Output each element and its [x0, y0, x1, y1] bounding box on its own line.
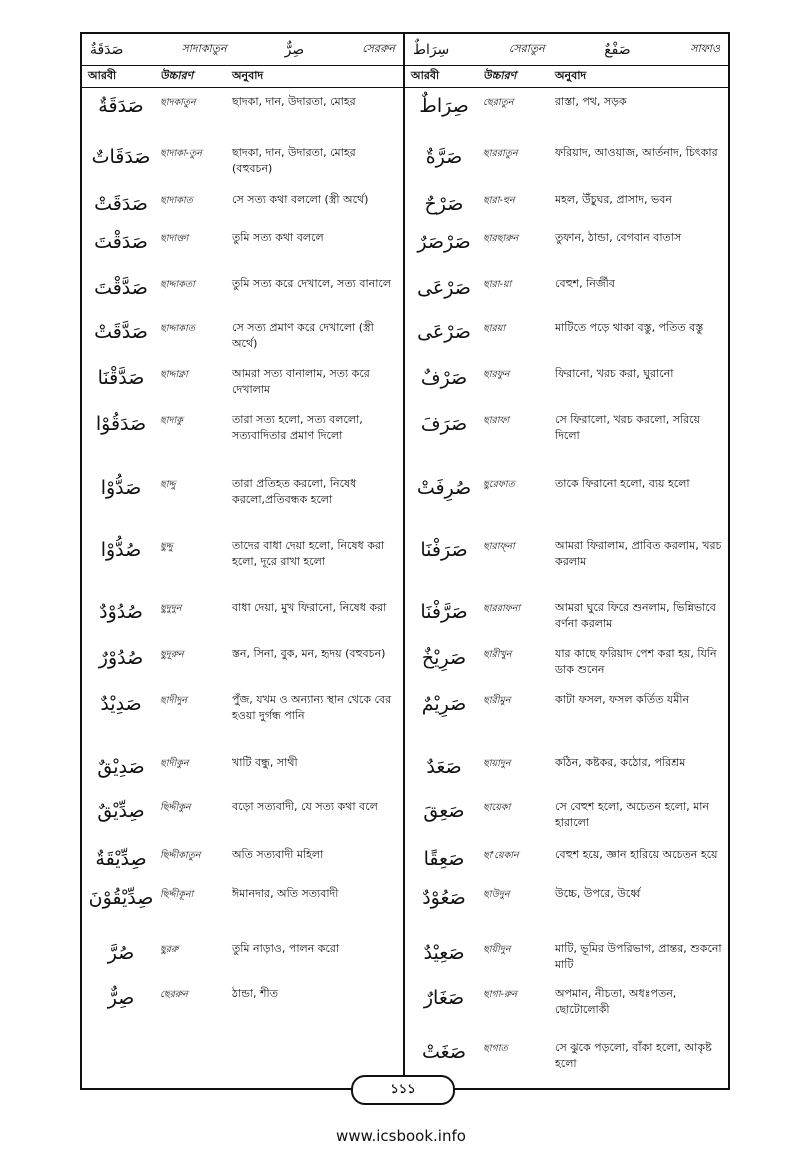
entry-pronunciation: ছারীমুন	[483, 695, 511, 706]
entry-pronunciation: ছিদ্দীকুন	[160, 802, 191, 813]
entry-meaning: ফিরানো, খরচ করা, ঘুরানো	[555, 367, 674, 380]
heading-pronunciation: উচ্চারণ	[483, 69, 517, 82]
entry-row	[405, 360, 728, 406]
entry-arabic: صَعَدٌ	[426, 756, 462, 778]
header-word: সেরাতুন	[508, 42, 545, 55]
footer-url: www.icsbook.info	[336, 1127, 466, 1145]
entry-meaning: খাটি বন্ধু, সাথী	[232, 756, 298, 769]
entry-arabic: صُدُّوْا	[100, 539, 142, 561]
entry-pronunciation: ছাদাকাত	[160, 195, 193, 206]
entry-arabic: صَدَّقَتْ	[94, 321, 148, 343]
entry-arabic: صَدُّوْا	[100, 477, 142, 499]
entry-row	[82, 406, 403, 470]
right-column-headings	[405, 66, 728, 88]
entry-pronunciation: ছুরেফাত	[483, 479, 515, 490]
entry-meaning: বড়ো সত্যবাদী, যে সত্য কথা বলে	[232, 800, 378, 813]
entry-pronunciation: ছাউদুন	[483, 889, 510, 900]
left-header	[82, 34, 403, 66]
entry-pronunciation: ছাদকাতুন	[160, 97, 196, 108]
left-column-headings	[82, 66, 403, 88]
entry-meaning: ঈমানদার, অতি সত্যবাদী	[232, 887, 339, 900]
entry-meaning: তাকে ফিরানো হলো, ব্যয় হলো	[555, 477, 690, 490]
header-arabic: صِرٌّ	[284, 41, 305, 58]
entry-arabic: صُدُوْدٌ	[99, 601, 143, 623]
entry-arabic: صَدَقُوْا	[95, 413, 147, 435]
entry-row	[82, 793, 403, 841]
entry-pronunciation: ছাদাক্তা	[160, 233, 189, 244]
entry-meaning: ছাদকা, দান, উদারতা, মোহর	[232, 95, 356, 108]
entry-meaning: সে সত্য প্রমাণ করে দেখালো (স্ত্রী অর্থে)	[232, 321, 374, 350]
entry-row	[405, 270, 728, 314]
entry-pronunciation: ছাগা-রুন	[483, 989, 517, 1000]
entry-pronunciation: ছারাফ্না	[483, 541, 515, 552]
right-rows	[405, 88, 728, 1080]
entry-pronunciation: ছারা-য়া	[483, 279, 512, 290]
entry-meaning: ছাদকা, দান, উদারতা, মোহর (বহুবচন)	[232, 146, 356, 175]
entry-arabic: صَعِيْدٌ	[423, 942, 465, 964]
right-header	[405, 34, 728, 66]
entry-meaning: আমরা সত্য বানালাম, সত্য করে দেখালাম	[232, 367, 370, 396]
entry-pronunciation: ছাদ্দাক্না	[160, 369, 188, 380]
entry-meaning: তুমি সত্য কথা বললে	[232, 231, 324, 244]
entry-pronunciation: ছাদীকুন	[160, 758, 189, 769]
entry-row	[82, 880, 403, 935]
entry-row	[405, 88, 728, 139]
entry-row	[82, 88, 403, 139]
header-arabic: سِرَاطٌ	[413, 41, 450, 58]
entry-arabic: صَرَّةٌ	[425, 146, 463, 168]
entry-row	[82, 980, 403, 1034]
page-number: ১১১	[351, 1075, 455, 1105]
entry-meaning: মাটিতে পড়ে থাকা বস্তু, পতিত বস্তু	[555, 321, 704, 334]
entry-pronunciation: ছাদাকু	[160, 415, 183, 426]
entry-meaning: তারা সত্য হলো, সত্য বললো, সত্যবাদিতার প্রমাণ দিলো	[232, 413, 363, 442]
entry-row	[405, 640, 728, 686]
heading-pronunciation: উচ্চারণ	[160, 69, 194, 82]
left-column	[82, 34, 405, 1088]
entry-row	[82, 270, 403, 314]
entry-arabic: صَغَتْ	[422, 1041, 466, 1063]
entry-arabic: صَعُوْدٌ	[422, 887, 466, 909]
entry-meaning: কাটা ফসল, ফসল কর্তিত যমীন	[555, 693, 690, 706]
entry-row	[405, 935, 728, 980]
entry-meaning: মাটি, ভূমির উপরিভাগ, প্রান্তর, শুকনো মাটি	[555, 942, 722, 971]
entry-arabic: صَرَفْنَا	[420, 539, 468, 561]
entry-row	[405, 749, 728, 793]
entry-meaning: সে ঝুকে পড়লো, বাঁকা হলো, আকৃষ্ট হলো	[555, 1041, 712, 1070]
entry-pronunciation: ছুররু	[160, 944, 179, 955]
entry-pronunciation: ছায়ীদুন	[483, 944, 511, 955]
entry-row	[405, 841, 728, 880]
entry-arabic: صُدُوْرٌ	[98, 647, 144, 669]
entry-meaning: তুফান, ঠান্ডা, বেগবান বাতাস	[555, 231, 682, 244]
entry-meaning: ঠান্ডা, শীত	[232, 987, 278, 1000]
heading-arabic: আরবী	[88, 69, 117, 82]
heading-meaning: অনুবাদ	[555, 69, 587, 82]
entry-pronunciation: ছুদূরুন	[160, 649, 184, 660]
entry-meaning: স্তন, সিনা, বুক, মন, হৃদয় (বহুবচন)	[232, 647, 386, 660]
entry-meaning: পুঁজ, যখম ও অন্যান্য স্থান থেকে বের হওয়া দুর্গন্ধ পানি	[232, 693, 392, 722]
header-arabic: صَدَقَةٌ	[90, 41, 124, 58]
entry-arabic: صَعِقًا	[423, 848, 465, 870]
entry-arabic: صِدِّيْقُوْنَ	[88, 887, 154, 909]
entry-arabic: صُرَّ	[107, 942, 135, 964]
entry-arabic: صَرَفَ	[420, 413, 468, 435]
entry-pronunciation: ছারা-হুন	[483, 195, 515, 206]
entry-pronunciation: ছাদ্দাকতা	[160, 279, 195, 290]
entry-row	[405, 686, 728, 749]
entry-row	[82, 314, 403, 360]
entry-meaning: ফরিয়াদ, আওয়াজ, আর্তনাদ, চিৎকার	[555, 146, 718, 159]
right-column	[405, 34, 728, 1088]
entry-meaning: অতি সত্যবাদী মহিলা	[232, 848, 324, 861]
entry-pronunciation: ছায়াদুন	[483, 758, 511, 769]
entry-arabic: صَرِيْخٌ	[421, 647, 467, 669]
entry-pronunciation: ছারফুন	[483, 369, 510, 380]
entry-arabic: صِدِّيْقٌ	[97, 800, 145, 822]
entry-arabic: صَدَقَاتٌ	[91, 146, 151, 168]
entry-meaning: বাধা দেয়া, মুখ ফিরানো, নিষেধ করা	[232, 601, 387, 614]
entry-meaning: আমরা ফিরালাম, প্রাবিত করলাম, খরচ করলাম	[555, 539, 722, 568]
entry-arabic: صَغَارٌ	[423, 987, 465, 1009]
entry-meaning: সে ফিরালো, খরচ করলো, সরিয়ে দিলো	[555, 413, 701, 442]
entry-row	[405, 470, 728, 532]
entry-meaning: সে সত্য কথা বললো (স্ত্রী অর্থে)	[232, 193, 369, 206]
entry-row	[405, 186, 728, 224]
entry-arabic: صَدَّقْتَ	[94, 277, 148, 299]
header-word: সাদাকাতুন	[181, 42, 227, 55]
entry-row	[405, 880, 728, 935]
header-word: সাফাও	[690, 42, 720, 55]
entry-row	[405, 1034, 728, 1080]
entry-row	[405, 594, 728, 640]
entry-row	[82, 360, 403, 406]
entry-arabic: صَرْعَى	[417, 277, 471, 299]
entry-row	[405, 980, 728, 1034]
entry-arabic: صَدِيْدٌ	[100, 693, 142, 715]
entry-meaning: তুমি সত্য করে দেখালে, সত্য বানালে	[232, 277, 392, 290]
entry-row	[405, 139, 728, 186]
entry-meaning: অপমান, নীচতা, অধঃপতন, ছোটোলোকী	[555, 987, 677, 1016]
entry-meaning: সে বেহুশ হলো, অচেতন হলো, মান হারালো	[555, 800, 710, 829]
entry-meaning: রাস্তা, পথ, সড়ক	[555, 95, 627, 108]
entry-pronunciation: ছাদ্দু	[160, 479, 176, 490]
header-word: সেররুন	[362, 42, 395, 55]
entry-row	[82, 224, 403, 270]
entry-row	[405, 314, 728, 360]
entry-arabic: صَرْعَى	[417, 321, 471, 343]
entry-arabic: صَدَقْتَ	[94, 231, 148, 253]
entry-row	[82, 841, 403, 880]
entry-row	[82, 139, 403, 186]
dictionary-frame	[80, 32, 730, 1090]
entry-pronunciation: ছারছারুন	[483, 233, 519, 244]
entry-arabic: صَدَّقْنَا	[97, 367, 145, 389]
entry-pronunciation: ছাগাত	[483, 1043, 508, 1054]
entry-arabic: صَدَقَتْ	[94, 193, 148, 215]
entry-arabic: صَعِقَ	[423, 800, 465, 822]
entry-meaning: বেহুশ, নির্জীব	[555, 277, 615, 290]
header-arabic: صَفْعٌ	[604, 41, 631, 58]
entry-meaning: তাদের বাধা দেয়া হলো, নিষেধ করা হলো, দূরে রাখা হলো	[232, 539, 385, 568]
entry-arabic: صُرِفَتْ	[416, 477, 472, 499]
entry-meaning: উচ্চে, উপরে, উর্ধ্বে	[555, 887, 641, 900]
entry-row	[82, 594, 403, 640]
entry-pronunciation: ছাদ্দাকাত	[160, 323, 195, 334]
entry-arabic: صَدِيْقٌ	[97, 756, 145, 778]
heading-arabic: আরবী	[411, 69, 440, 82]
entry-arabic: صِدِّيْقَةٌ	[95, 848, 147, 870]
entry-meaning: আমরা ঘুরে ফিরে শুনলাম, ভিন্নিভাবে বর্ণনা করলাম	[555, 601, 716, 630]
entry-arabic: صِرٌّ	[107, 987, 135, 1009]
entry-pronunciation: ছারয়া	[483, 323, 506, 334]
entry-arabic: صِرَاطٌ	[419, 95, 469, 117]
entry-arabic: صَرْحٌ	[424, 193, 464, 215]
entry-pronunciation: ছুদুদুন	[160, 603, 182, 614]
entry-arabic: صَرْفٌ	[420, 367, 468, 389]
entry-arabic: صَرَّفْنَا	[420, 601, 468, 623]
entry-row	[405, 793, 728, 841]
entry-pronunciation: ছায়েকা	[483, 802, 511, 813]
entry-arabic: صَرِيْمٌ	[421, 693, 467, 715]
entry-meaning: তুমি নাড়াও, পালন করো	[232, 942, 340, 955]
heading-meaning: অনুবাদ	[232, 69, 264, 82]
entry-meaning: কঠিন, কষ্টকর, কঠোর, পরিশ্রম	[555, 756, 686, 769]
entry-pronunciation: ছা'য়েকান	[483, 850, 519, 861]
entry-pronunciation: ছাররাফনা	[483, 603, 521, 614]
entry-pronunciation: ছেররুন	[160, 989, 188, 1000]
entry-pronunciation: ছারাফা	[483, 415, 510, 426]
entry-meaning: বেহুশ হয়ে, জ্ঞান হারিয়ে অচেতন হয়ে	[555, 848, 718, 861]
entry-pronunciation: ছিদ্দীকাতুন	[160, 850, 201, 861]
entry-row	[82, 935, 403, 980]
entry-pronunciation: ছারীখুন	[483, 649, 512, 660]
entry-row	[82, 686, 403, 749]
entry-row	[82, 186, 403, 224]
entry-arabic: صَرْصَرٌ	[417, 231, 471, 253]
entry-row	[82, 640, 403, 686]
entry-pronunciation: ছাদাকা-তুন	[160, 148, 202, 159]
entry-meaning: তারা প্রতিহত করলো, নিষেধ করলো,প্রতিবন্ধক হলো	[232, 477, 357, 506]
entry-row	[405, 224, 728, 270]
entry-pronunciation: ছুদ্দু	[160, 541, 173, 552]
entry-meaning: মহল, উঁচুঘর, প্রাসাদ, ভবন	[555, 193, 672, 206]
entry-pronunciation: ছেরাতুন	[483, 97, 514, 108]
left-rows	[82, 88, 403, 1034]
entry-pronunciation: ছিদ্দীকূনা	[160, 889, 194, 900]
entry-pronunciation: ছাররাতুন	[483, 148, 518, 159]
entry-row	[405, 532, 728, 594]
entry-row	[405, 406, 728, 470]
entry-arabic: صَدَقَةٌ	[98, 95, 144, 117]
entry-meaning: যার কাছে ফরিয়াদ পেশ করা হয়, যিনি ডাক শুনেন	[555, 647, 717, 676]
entry-pronunciation: ছাদীদুন	[160, 695, 187, 706]
entry-row	[82, 470, 403, 532]
entry-row	[82, 749, 403, 793]
entry-row	[82, 532, 403, 594]
